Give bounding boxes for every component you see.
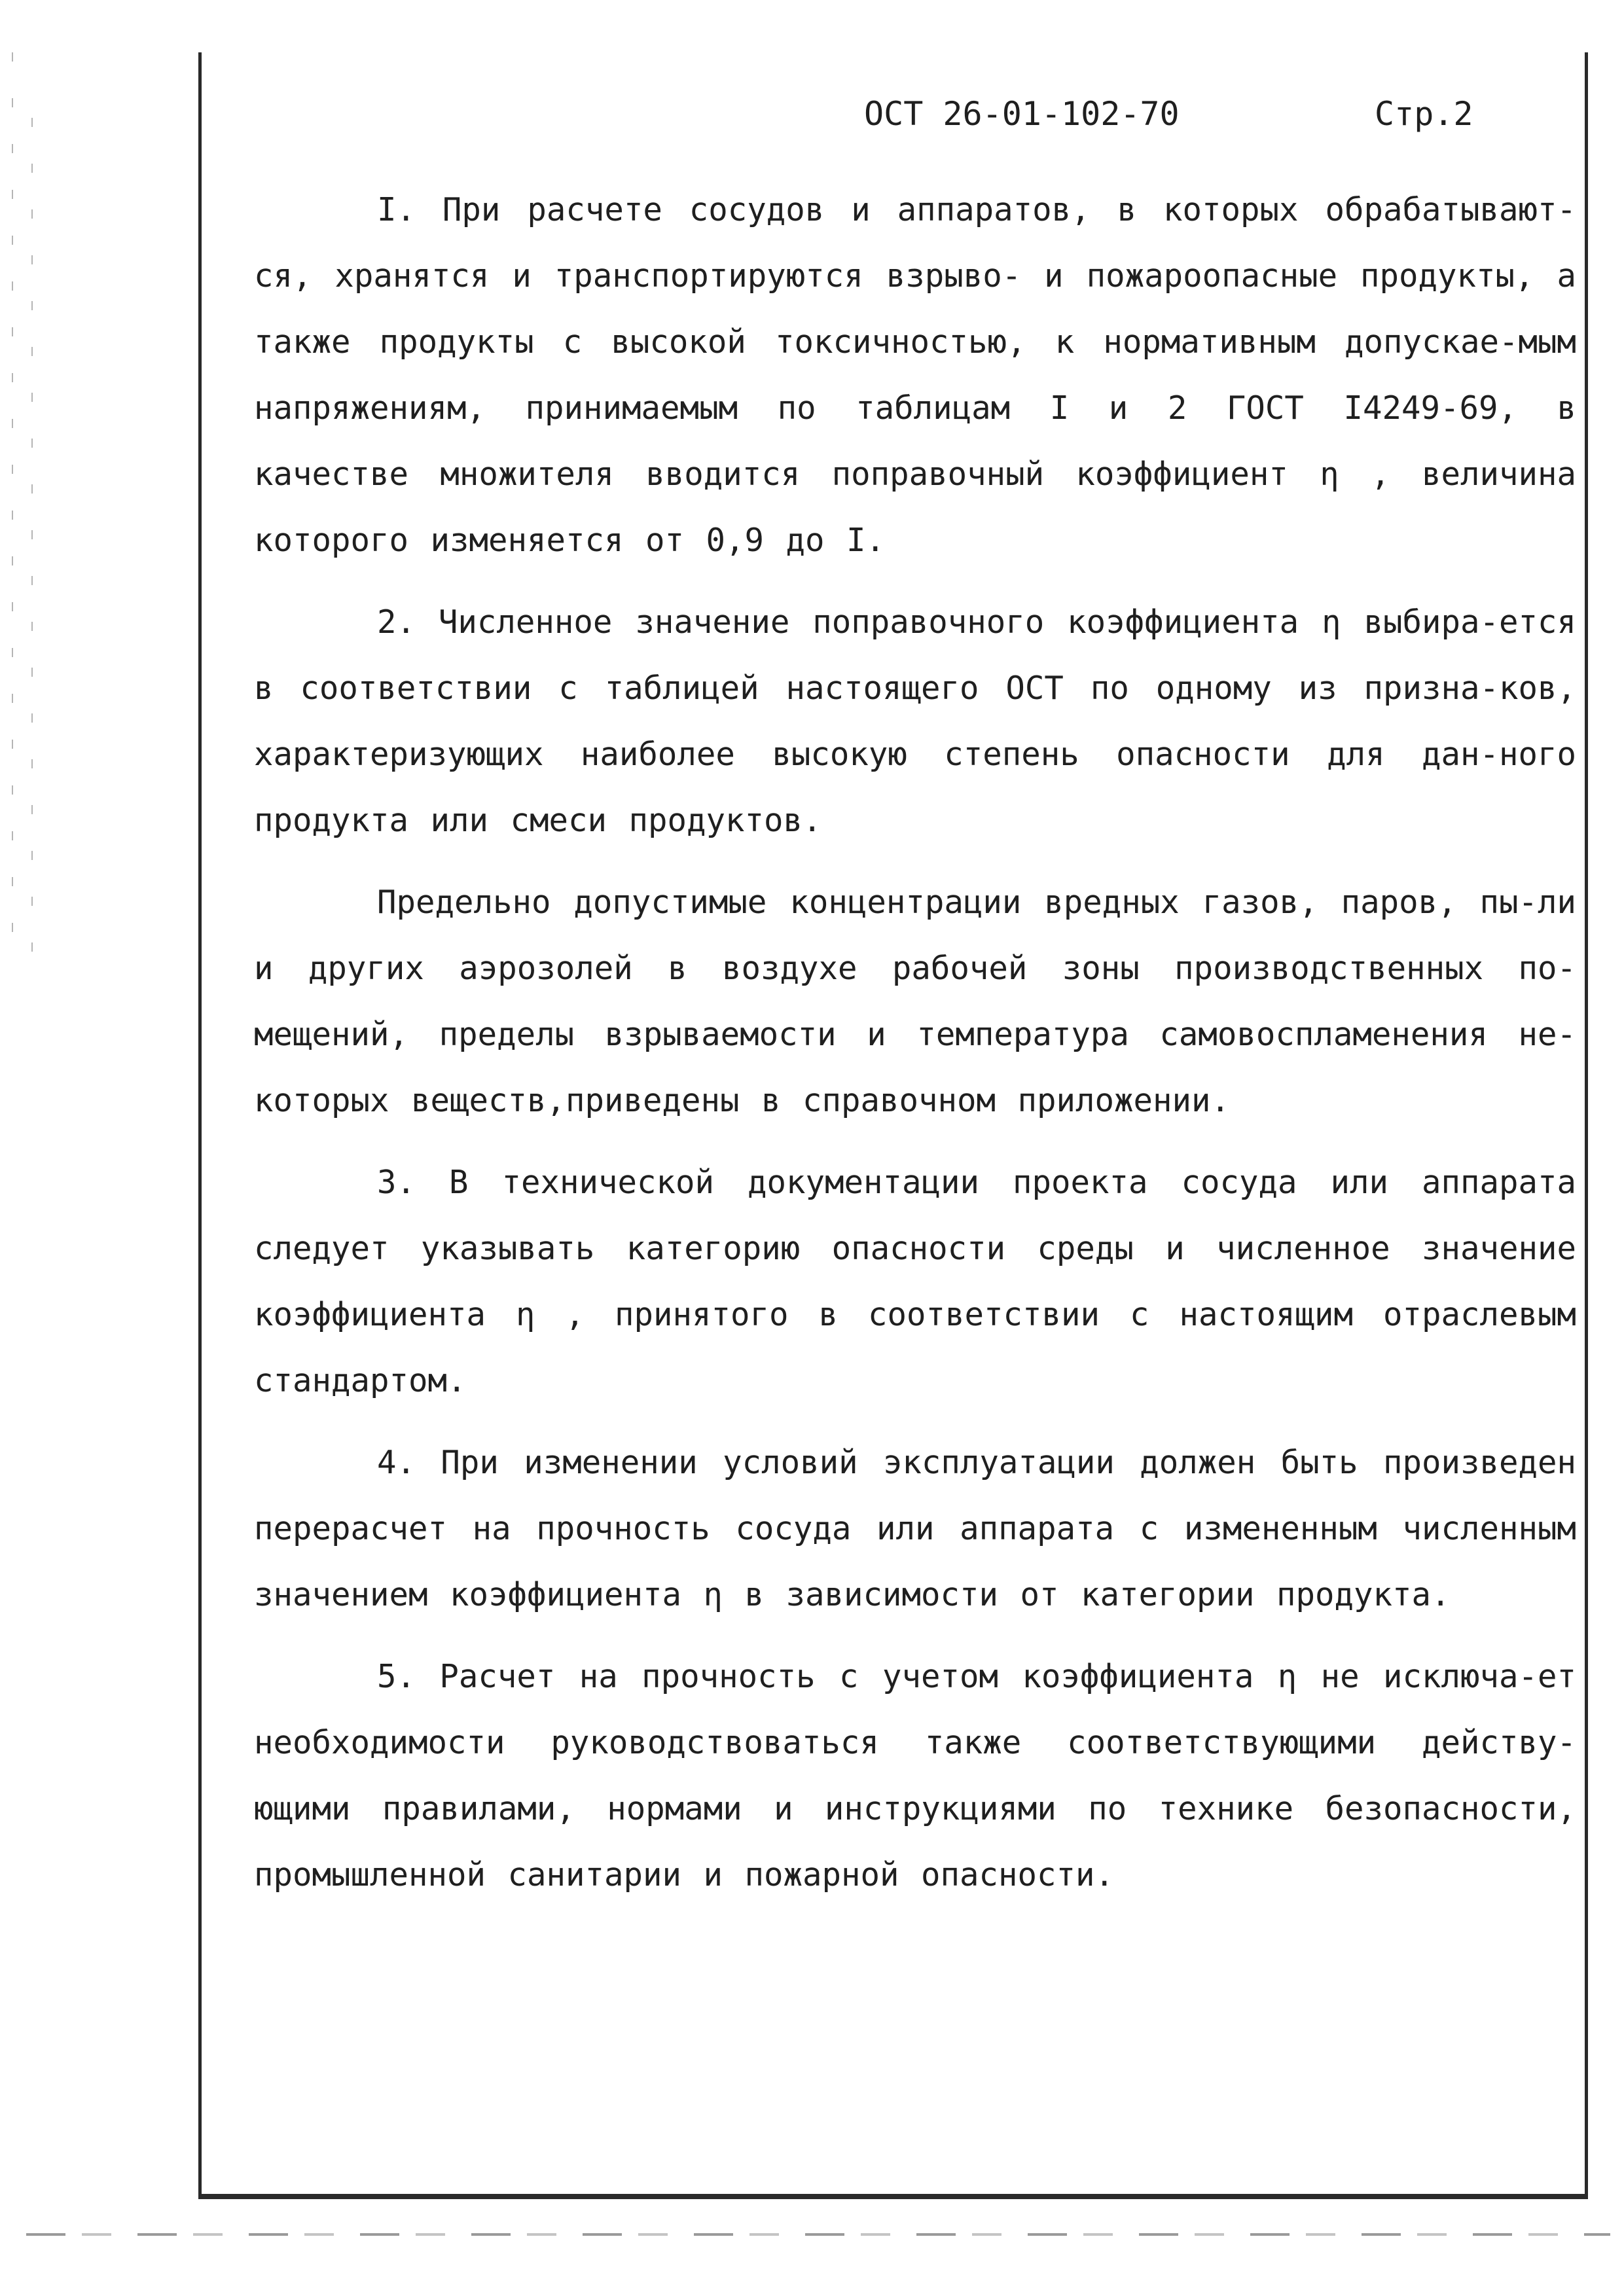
document-code: ОСТ 26-01-102-70 [864,95,1180,133]
page-header [209,95,1571,147]
document-body [254,177,1576,1924]
paragraph-2: 2. Численное значение поправочного коэффициента η выбира-ется в соответствии с таблицей настоящего ОСТ по одному из призна-ков, характеризующих наиболее высокую степень опасности для дан-ного продукта или смеси продуктов. [254,603,1576,839]
paragraph-5: 4. При изменении условий эксплуатации должен быть произведен перерасчет на прочность сосуда или аппарата с измененным численным значением коэффициента η в зависимости от категории продукта. [254,1444,1576,1613]
paragraph-1: I. При расчете сосудов и аппаратов, в которых обрабатывают-ся, хранятся и транспортируются взрыво- и пожароопасные продукты, а также продукты с высокой токсичностью, к нормативным допускае-мым напряжениям, принимаемым по таблицам I и 2 ГОСТ I4249-69, в качестве множителя вводится поправочный коэффициент η , величина которого изменяется от 0,9 до I. [254,191,1576,559]
page-frame-right-border [1585,52,1588,2199]
left-margin-marks [12,52,13,969]
left-margin-marks [31,118,33,969]
page-frame-left-border [198,52,202,2199]
paragraph-6: 5. Расчет на прочность с учетом коэффициента η не исключа-ет необходимости руководствоваться также соответствующими действу-ющими правилами, нормами и инструкциями по технике безопасности, промышленной санитарии и пожарной опасности. [254,1658,1576,1893]
paragraph-3: Предельно допустимые концентрации вредных газов, паров, пы-ли и других аэрозолей в воздухе рабочей зоны производственных по-мещений, пределы взрываемости и температура самовоспламенения не-которых веществ,приведены в справочном приложении. [254,884,1576,1119]
page-frame-bottom-border [198,2194,1588,2199]
paragraph-4: 3. В технической документации проекта сосуда или аппарата следует указывать категорию опасности среды и численное значение коэффициента η , принятого в соответствии с настоящим отраслевым стандартом. [254,1164,1576,1399]
page-number: Стр.2 [1375,95,1473,133]
scan-bottom-trace [26,2233,1610,2236]
